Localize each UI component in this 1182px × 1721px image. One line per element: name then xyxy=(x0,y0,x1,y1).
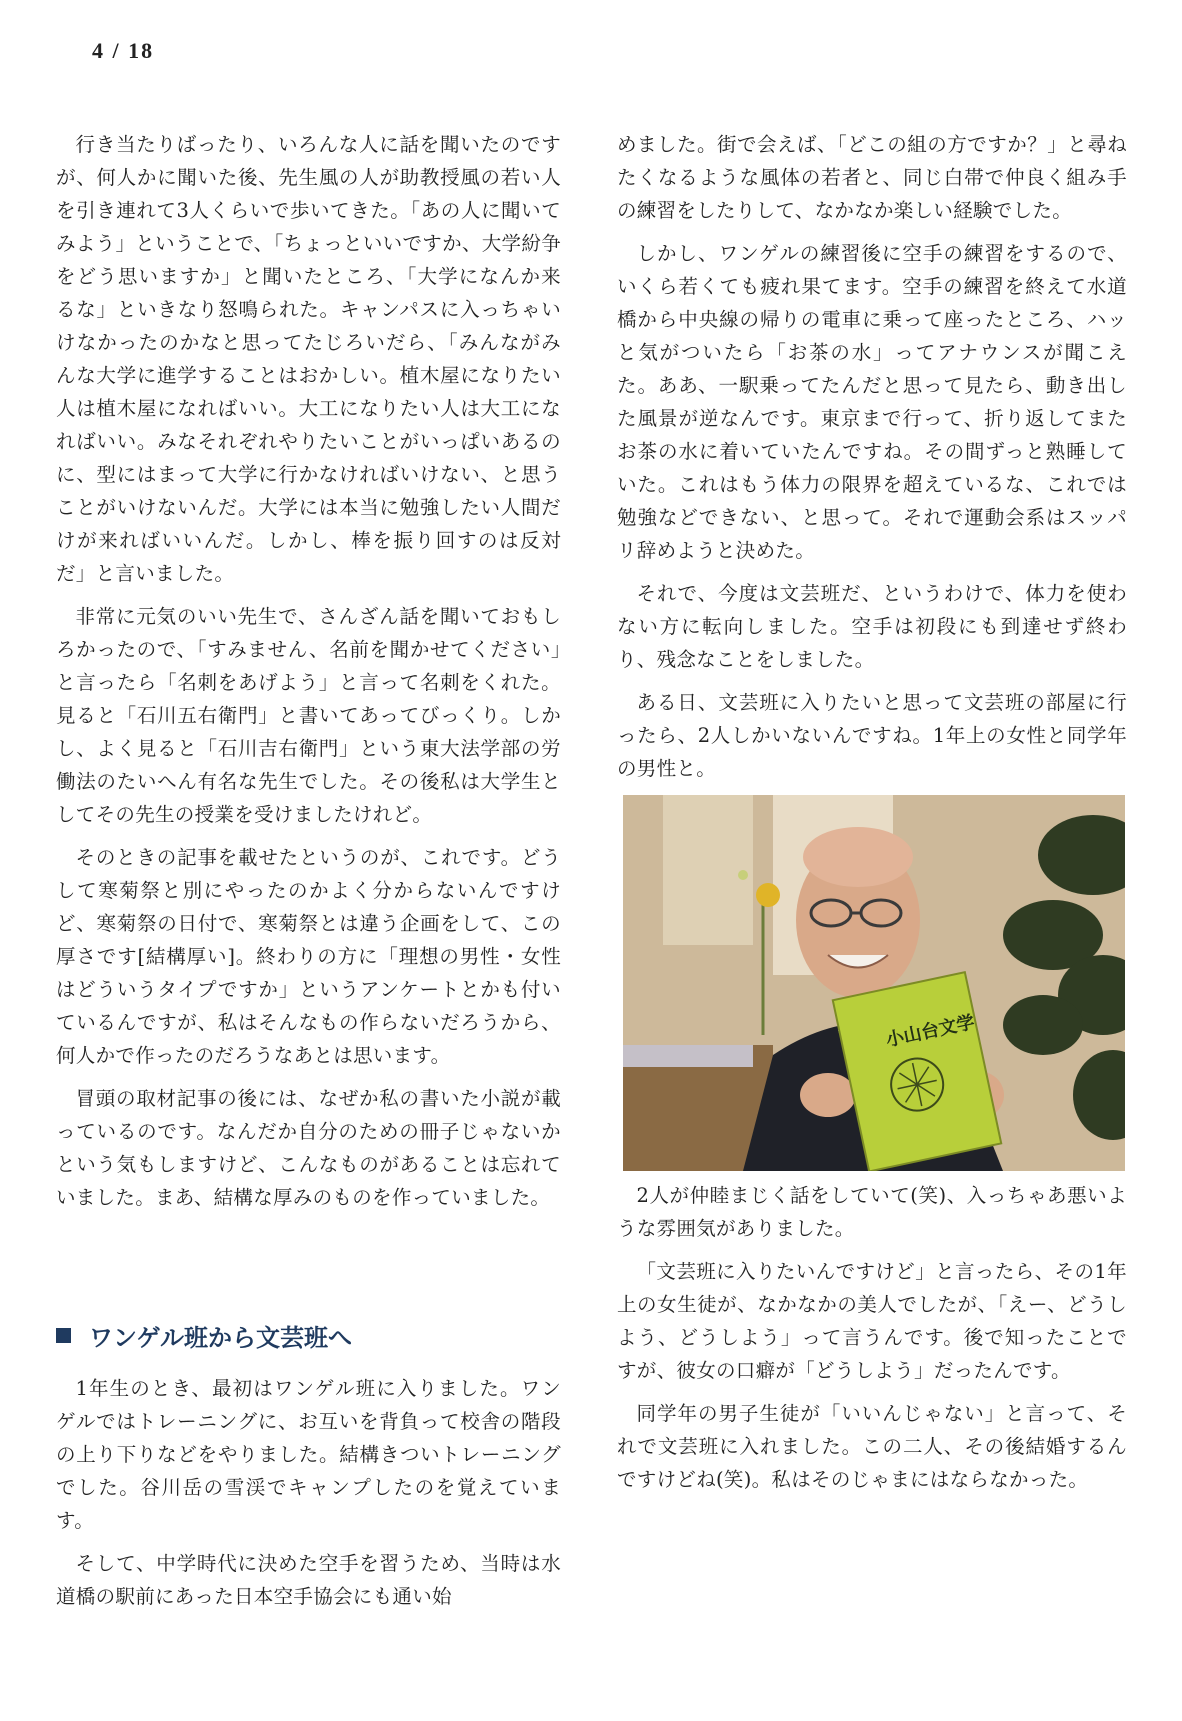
page-number: 4 / 18 xyxy=(92,38,155,63)
paragraph: 非常に元気のいい先生で、さんざん話を聞いておもしろかったので、「すみません、名前を聞かせてください」と言ったら「名刺をあげよう」と言って名刺をくれた。見ると「石川五右衛門」と書いてあってびっくり。しかし、よく見ると「石川吉右衛門」という東大法学部の労働法のたいへん有名な先生でした。その後私は大学生としてその先生の授業を受けましたけれど。 xyxy=(56,605,561,826)
paragraph: そのときの記事を載せたというのが、これです。どうして寒菊祭と別にやったのかよく分からないんですけど、寒菊祭の日付で、寒菊祭とは違う企画をして、この厚さです[結構厚い]。終わりの方に「理想の男性・女性はどういうタイプですか」というアンケートとかも付いているんですが、私はそんなもの作らないだろうから、何人かで作ったのだろうなあとは思います。 xyxy=(56,846,561,1067)
photo-caption-paragraph: 2人が仲睦まじく話をしていて(笑)、入っちゃあ悪いような雰囲気がありました。 xyxy=(617,1184,1127,1240)
paragraph: 行き当たりばったり、いろんな人に話を聞いたのですが、何人かに聞いた後、先生風の人が助教授風の若い人を引き連れて3人くらいで歩いてきた。「あの人に聞いてみよう」ということで、「ちょっといいですか、大学紛争をどう思いますか」と聞いたところ、「大学になんか来るな」といきなり怒鳴られた。キャンパスに入っちゃいけなかったのかなと思ってたじろいだら、「みんながみんな大学に進学することはおかしい。植木屋になりたい人は植木屋になればいい。大工になりたい人は大工になればいい。みなそれぞれやりたいことがいっぱいあるのに、型にはまって大学に行かなければいけない、と思うことがいけないんだ。大学には本当に勉強したい人間だけが来ればいいんだ。しかし、棒を振り回すのは反対だ」と言いました。 xyxy=(56,133,562,585)
photo-man-holding-book xyxy=(623,795,1125,1171)
section-heading xyxy=(56,1318,561,1353)
paragraph: 1年生のとき、最初はワンゲル班に入りました。ワンゲルではトレーニングに、お互いを背負って校舎の階段の上り下りなどをやりました。結構きついトレーニングでした。谷川岳の雪渓でキャンプしたのを覚えています。 xyxy=(56,1377,561,1532)
left-column xyxy=(56,128,561,1224)
paragraph: それで、今度は文芸班だ、というわけで、体力を使わない方に転向しました。空手は初段にも到達せず終わり、残念なことをしました。 xyxy=(617,582,1127,671)
left-column-continued xyxy=(56,1372,561,1623)
paragraph: ある日、文芸班に入りたいと思って文芸班の部屋に行ったら、2人しかいないんですね。1年上の女性と同学年の男性と。 xyxy=(617,691,1127,780)
paragraph: そして、中学時代に決めた空手を習うため、当時は水道橋の駅前にあった日本空手協会にも通い始 xyxy=(56,1552,561,1608)
square-bullet-icon xyxy=(56,1328,71,1343)
paragraph: 冒頭の取材記事の後には、なぜか私の書いた小説が載っているのです。なんだか自分のための冊子じゃないかという気もしますけど、こんなものがあることは忘れていました。まあ、結構な厚みのものを作っていました。 xyxy=(56,1087,561,1209)
photo-illustration xyxy=(623,795,1125,1171)
paragraph: 同学年の男子生徒が「いいんじゃない」と言って、それで文芸班に入れました。この二人、その後結婚するんですけどね(笑)。私はそのじゃまにはならなかった。 xyxy=(617,1402,1127,1491)
section-title: ワンゲル班から文芸班へ xyxy=(89,1324,353,1352)
paragraph: めました。街で会えば、「どこの組の方ですか？」と尋ねたくなるような風体の若者と、同じ白帯で仲良く組み手の練習をしたりして、なかなか楽しい経験でした。 xyxy=(617,133,1127,222)
right-column xyxy=(617,128,1127,1506)
paragraph: しかし、ワンゲルの練習後に空手の練習をするので、いくら若くても疲れ果てます。空手の練習を終えて水道橋から中央線の帰りの電車に乗って座ったところ、ハッと気がついたら「お茶の水」ってアナウンスが聞こえた。ああ、一駅乗ってたんだと思って見たら、動き出した風景が逆なんです。東京まで行って、折り返してまたお茶の水に着いていたんですね。その間ずっと熟睡していた。これはもう体力の限界を超えているな、これでは勉強などできない、と思って。それで運動会系はスッパリ辞めようと決めた。 xyxy=(617,242,1127,562)
paragraph: 「文芸班に入りたいんですけど」と言ったら、その1年上の女生徒が、なかなかの美人でしたが、「えー、どうしよう、どうしよう」って言うんです。後で知ったことですが、彼女の口癖が「どうしよう」だったんです。 xyxy=(617,1260,1127,1382)
book-title-text: 小山台文学 xyxy=(884,1011,977,1052)
